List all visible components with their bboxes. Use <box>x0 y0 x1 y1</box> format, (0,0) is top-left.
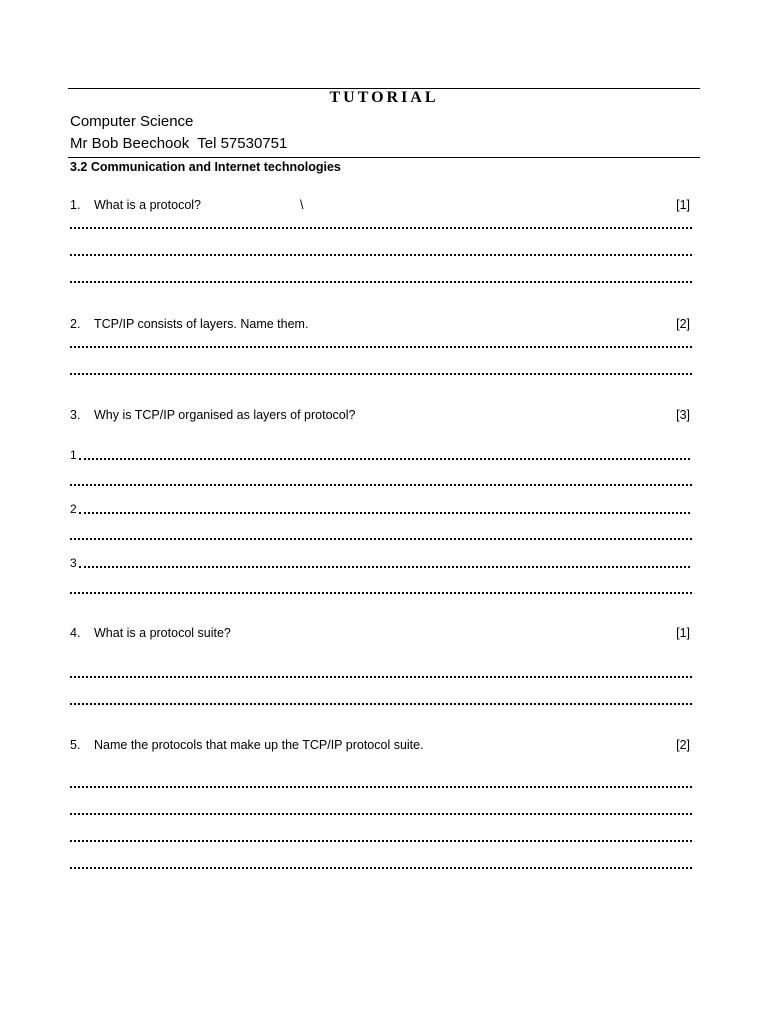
answer-line[interactable] <box>70 373 692 375</box>
item-number: 2 <box>70 502 77 516</box>
section-heading: 3.2 Communication and Internet technologies <box>70 160 341 174</box>
stray-mark: \ <box>300 198 304 212</box>
answer-line[interactable] <box>70 538 692 540</box>
answer-line[interactable] <box>70 281 692 283</box>
numbered-answer-line-2[interactable] <box>70 502 690 518</box>
answer-line[interactable] <box>70 592 692 594</box>
teacher-tel: Tel 57530751 <box>197 135 288 152</box>
question-text: What is a protocol suite? <box>94 626 231 640</box>
teacher-line <box>70 135 287 152</box>
question-marks: [1] <box>676 198 690 212</box>
question-number: 2. <box>70 317 81 331</box>
answer-line[interactable] <box>70 703 692 705</box>
question-3 <box>70 408 690 426</box>
answer-line[interactable] <box>70 254 692 256</box>
question-4 <box>70 626 690 644</box>
answer-line[interactable] <box>70 786 692 788</box>
teacher-name: Mr Bob Beechook <box>70 135 190 152</box>
item-number: 3 <box>70 556 77 570</box>
numbered-answer-line-1[interactable] <box>70 448 690 464</box>
question-number: 1. <box>70 198 81 212</box>
course-name: Computer Science <box>70 113 194 130</box>
question-marks: [3] <box>676 408 690 422</box>
question-1 <box>70 198 690 216</box>
question-marks: [1] <box>676 626 690 640</box>
question-2 <box>70 317 690 335</box>
question-number: 3. <box>70 408 81 422</box>
answer-line[interactable] <box>70 227 692 229</box>
numbered-answer-line-3[interactable] <box>70 556 690 572</box>
question-number: 4. <box>70 626 81 640</box>
question-text: TCP/IP consists of layers. Name them. <box>94 317 309 331</box>
question-5 <box>70 738 690 756</box>
question-text: Why is TCP/IP organised as layers of protocol? <box>94 408 356 422</box>
header-rule <box>68 157 700 158</box>
answer-line[interactable] <box>70 813 692 815</box>
question-marks: [2] <box>676 317 690 331</box>
answer-line[interactable] <box>70 840 692 842</box>
answer-line[interactable] <box>70 484 692 486</box>
question-marks: [2] <box>676 738 690 752</box>
answer-line[interactable] <box>70 676 692 678</box>
question-text: Name the protocols that make up the TCP/IP protocol suite. <box>94 738 424 752</box>
question-text: What is a protocol? <box>94 198 201 212</box>
question-number: 5. <box>70 738 81 752</box>
page-title: TUTORIAL <box>329 89 439 106</box>
answer-line[interactable] <box>70 346 692 348</box>
item-number: 1 <box>70 448 77 462</box>
answer-line[interactable] <box>70 867 692 869</box>
